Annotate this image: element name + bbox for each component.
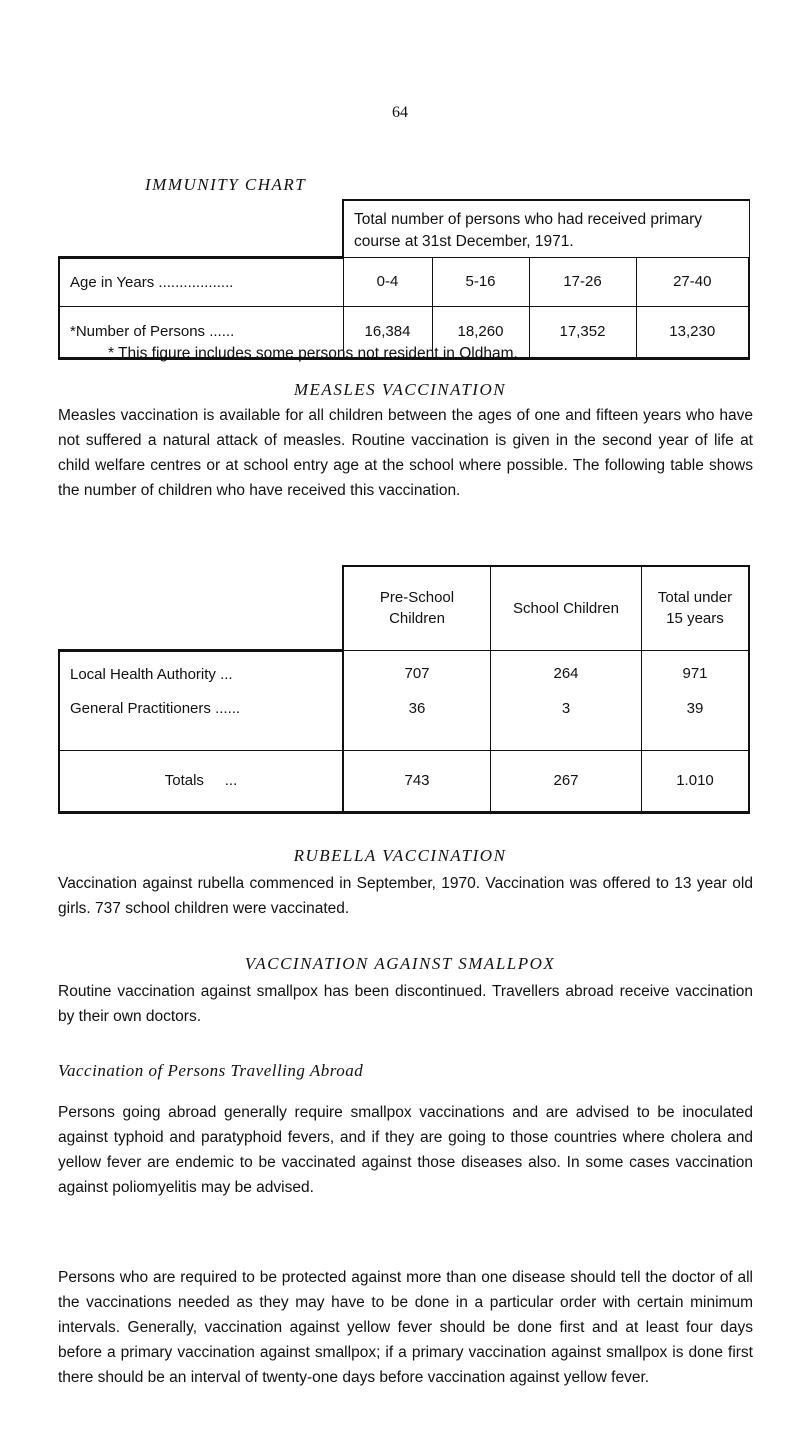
gp-pre-school: 36 [343, 698, 491, 750]
measles-table [58, 565, 750, 814]
lha-school: 264 [491, 650, 642, 698]
gp-school: 3 [491, 698, 642, 750]
totals-pre-school: 743 [343, 750, 491, 812]
immunity-footnote: * This figure includes some persons not resident in Oldham. [108, 345, 518, 362]
age-cell: 0-4 [343, 257, 432, 306]
persons-row-label: *Number of Persons ...... [59, 306, 343, 358]
col-pre-school: Pre-School Children [343, 566, 491, 650]
age-cell: 5-16 [432, 257, 529, 306]
age-cell: 17-26 [529, 257, 636, 306]
totals-total: 1.010 [642, 750, 750, 812]
col-total: Total under 15 years [642, 566, 750, 650]
age-cell: 27-40 [636, 257, 749, 306]
col-school: School Children [491, 566, 642, 650]
persons-cell: 18,260 [432, 306, 529, 358]
abroad-paragraph-1: Persons going abroad generally require smallpox vaccinations and are advised to be inoculated against typhoid and paratyphoid fevers, and if they are going to those countries where cholera and yellow fever are endemic to be vaccinated against those diseases also. In some cases vaccination against poliomyelitis may be advised. [58, 1104, 753, 1196]
totals-school: 267 [491, 750, 642, 812]
row-label-lha: Local Health Authority ... [59, 650, 343, 698]
abroad-paragraph-2: Persons who are required to be protected against more than one disease should tell the doctor of all the vaccinations needed as they may have to be done in a particular order with certain minimum intervals. Generally, vaccination against yellow fever should be done first and at least four days before a primary vaccination against smallpox; if a primary vaccination against smallpox is done first there should be an interval of twenty-one days before vaccination against yellow fever. [58, 1269, 753, 1386]
page-number: 64 [392, 104, 408, 121]
rubella-paragraph: Vaccination against rubella commenced in September, 1970. Vaccination was offered to 13 year old girls. 737 school children were vaccinated. [58, 875, 753, 917]
rubella-title: RUBELLA VACCINATION [293, 846, 507, 865]
persons-cell: 16,384 [343, 306, 432, 358]
smallpox-paragraph: Routine vaccination against smallpox has been discontinued. Travellers abroad receive vaccination by their own doctors. [58, 983, 753, 1025]
row-label-totals: Totals ... [59, 750, 343, 812]
smallpox-title: VACCINATION AGAINST SMALLPOX [244, 954, 556, 973]
persons-cell: 17,352 [529, 306, 636, 358]
persons-cell: 13,230 [636, 306, 749, 358]
lha-pre-school: 707 [343, 650, 491, 698]
immunity-chart-title: IMMUNITY CHART [145, 175, 307, 194]
measles-paragraph: Measles vaccination is available for all children between the ages of one and fifteen years who have not suffered a natural attack of measles. Routine vaccination is given in the second year of life at child welfare centres or at school entry age at the school where possible. The following table shows the number of children who have received this vaccination. [58, 407, 753, 499]
immunity-blank-corner [59, 200, 343, 257]
lha-total: 971 [642, 650, 750, 698]
age-row-label: Age in Years .................. [59, 257, 343, 306]
measles-title: MEASLES VACCINATION [293, 380, 507, 399]
row-label-gp: General Practitioners ...... [59, 698, 343, 750]
immunity-table [58, 199, 750, 360]
gp-total: 39 [642, 698, 750, 750]
abroad-title: Vaccination of Persons Travelling Abroad [58, 1061, 364, 1080]
immunity-header: Total number of persons who had received primary course at 31st December, 1971. [343, 200, 749, 257]
measles-blank-corner [59, 566, 343, 650]
